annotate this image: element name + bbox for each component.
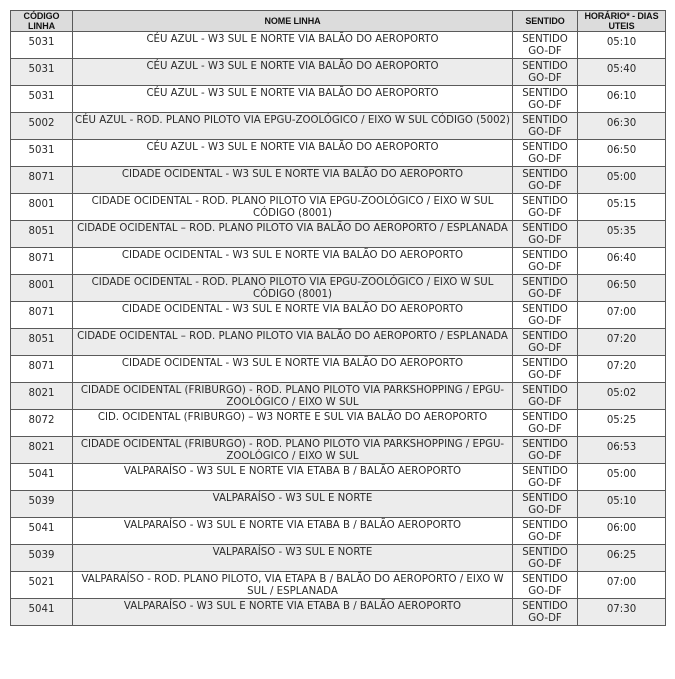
line-code-cell: 8072 — [11, 410, 73, 437]
line-name-cell: VALPARAÍSO - ROD. PLANO PILOTO, VIA ETAPA B / BALÃO DO AEROPORTO / EIXO W SUL / ESPLANADA — [73, 572, 513, 599]
line-name-cell: CID. OCIDENTAL (FRIBURGO) – W3 NORTE E SUL VIA BALÃO DO AEROPORTO — [73, 410, 513, 437]
line-code-cell: 5002 — [11, 113, 73, 140]
table-row — [11, 599, 666, 626]
line-code-cell: 5041 — [11, 464, 73, 491]
table-header-row — [11, 11, 666, 32]
direction-cell: SENTIDO GO-DF — [513, 518, 578, 545]
direction-cell: SENTIDO GO-DF — [513, 167, 578, 194]
line-code-cell: 8071 — [11, 248, 73, 275]
direction-cell: SENTIDO GO-DF — [513, 86, 578, 113]
time-cell: 05:35 — [578, 221, 666, 248]
line-code-cell: 8001 — [11, 275, 73, 302]
line-code-cell: 5031 — [11, 59, 73, 86]
time-cell: 05:10 — [578, 32, 666, 59]
header-name: NOME LINHA — [73, 11, 513, 32]
direction-cell: SENTIDO GO-DF — [513, 545, 578, 572]
direction-cell: SENTIDO GO-DF — [513, 113, 578, 140]
time-cell: 05:10 — [578, 491, 666, 518]
line-name-cell: CÉU AZUL - W3 SUL E NORTE VIA BALÃO DO AEROPORTO — [73, 32, 513, 59]
line-code-cell: 5041 — [11, 518, 73, 545]
time-cell: 05:25 — [578, 410, 666, 437]
table-row — [11, 275, 666, 302]
table-row — [11, 491, 666, 518]
direction-cell: SENTIDO GO-DF — [513, 437, 578, 464]
line-code-cell: 8071 — [11, 167, 73, 194]
line-code-cell: 5031 — [11, 86, 73, 113]
direction-cell: SENTIDO GO-DF — [513, 410, 578, 437]
line-name-cell: CIDADE OCIDENTAL - W3 SUL E NORTE VIA BALÃO DO AEROPORTO — [73, 356, 513, 383]
time-cell: 06:25 — [578, 545, 666, 572]
line-name-cell: VALPARAÍSO - W3 SUL E NORTE VIA ETABA B / BALÃO AEROPORTO — [73, 464, 513, 491]
direction-cell: SENTIDO GO-DF — [513, 140, 578, 167]
line-name-cell: VALPARAÍSO - W3 SUL E NORTE VIA ETABA B / BALÃO AEROPORTO — [73, 518, 513, 545]
table-row — [11, 221, 666, 248]
line-code-cell: 8021 — [11, 437, 73, 464]
direction-cell: SENTIDO GO-DF — [513, 329, 578, 356]
table-row — [11, 167, 666, 194]
time-cell: 05:00 — [578, 167, 666, 194]
line-code-cell: 8071 — [11, 356, 73, 383]
time-cell: 06:53 — [578, 437, 666, 464]
header-code: CÓDIGO LINHA — [11, 11, 73, 32]
line-name-cell: CIDADE OCIDENTAL - ROD. PLANO PILOTO VIA EPGU-ZOOLÓGICO / EIXO W SUL CÓDIGO (8001) — [73, 194, 513, 221]
time-cell: 06:30 — [578, 113, 666, 140]
direction-cell: SENTIDO GO-DF — [513, 383, 578, 410]
line-name-cell: CÉU AZUL - W3 SUL E NORTE VIA BALÃO DO AEROPORTO — [73, 140, 513, 167]
direction-cell: SENTIDO GO-DF — [513, 491, 578, 518]
line-code-cell: 8001 — [11, 194, 73, 221]
line-code-cell: 5031 — [11, 32, 73, 59]
table-row — [11, 140, 666, 167]
bus-schedule-table — [10, 10, 666, 626]
line-name-cell: CIDADE OCIDENTAL – ROD. PLANO PILOTO VIA BALÃO DO AEROPORTO / ESPLANADA — [73, 329, 513, 356]
table-row — [11, 194, 666, 221]
table-row — [11, 59, 666, 86]
time-cell: 05:15 — [578, 194, 666, 221]
direction-cell: SENTIDO GO-DF — [513, 194, 578, 221]
table-row — [11, 32, 666, 59]
table-row — [11, 248, 666, 275]
line-name-cell: VALPARAÍSO - W3 SUL E NORTE — [73, 491, 513, 518]
time-cell: 06:50 — [578, 275, 666, 302]
line-name-cell: CIDADE OCIDENTAL - ROD. PLANO PILOTO VIA EPGU-ZOOLÓGICO / EIXO W SUL CÓDIGO (8001) — [73, 275, 513, 302]
time-cell: 06:10 — [578, 86, 666, 113]
line-name-cell: CÉU AZUL - W3 SUL E NORTE VIA BALÃO DO AEROPORTO — [73, 59, 513, 86]
line-code-cell: 5041 — [11, 599, 73, 626]
direction-cell: SENTIDO GO-DF — [513, 59, 578, 86]
table-row — [11, 518, 666, 545]
time-cell: 05:00 — [578, 464, 666, 491]
line-name-cell: CÉU AZUL - W3 SUL E NORTE VIA BALÃO DO AEROPORTO — [73, 86, 513, 113]
table-row — [11, 410, 666, 437]
direction-cell: SENTIDO GO-DF — [513, 464, 578, 491]
table-row — [11, 86, 666, 113]
direction-cell: SENTIDO GO-DF — [513, 356, 578, 383]
time-cell: 07:00 — [578, 572, 666, 599]
time-cell: 07:20 — [578, 329, 666, 356]
line-code-cell: 5039 — [11, 491, 73, 518]
line-code-cell: 5021 — [11, 572, 73, 599]
table-body — [11, 32, 666, 626]
time-cell: 07:30 — [578, 599, 666, 626]
line-name-cell: VALPARAÍSO - W3 SUL E NORTE — [73, 545, 513, 572]
time-cell: 06:50 — [578, 140, 666, 167]
direction-cell: SENTIDO GO-DF — [513, 221, 578, 248]
line-name-cell: CIDADE OCIDENTAL – ROD. PLANO PILOTO VIA BALÃO DO AEROPORTO / ESPLANADA — [73, 221, 513, 248]
table-row — [11, 113, 666, 140]
table-row — [11, 302, 666, 329]
time-cell: 05:40 — [578, 59, 666, 86]
line-code-cell: 5039 — [11, 545, 73, 572]
line-name-cell: CIDADE OCIDENTAL (FRIBURGO) - ROD. PLANO PILOTO VIA PARKSHOPPING / EPGU-ZOOLÓGICO / EIXO W SUL — [73, 383, 513, 410]
line-code-cell: 8051 — [11, 329, 73, 356]
time-cell: 07:20 — [578, 356, 666, 383]
direction-cell: SENTIDO GO-DF — [513, 275, 578, 302]
schedule-sheet — [10, 10, 665, 626]
line-name-cell: VALPARAÍSO - W3 SUL E NORTE VIA ETABA B / BALÃO AEROPORTO — [73, 599, 513, 626]
line-name-cell: CIDADE OCIDENTAL (FRIBURGO) - ROD. PLANO PILOTO VIA PARKSHOPPING / EPGU-ZOOLÓGICO / EIXO W SUL — [73, 437, 513, 464]
line-name-cell: CÉU AZUL - ROD. PLANO PILOTO VIA EPGU-ZOOLÓGICO / EIXO W SUL CÓDIGO (5002) — [73, 113, 513, 140]
time-cell: 07:00 — [578, 302, 666, 329]
header-time: HORÁRIO* - DIAS UTEIS — [578, 11, 666, 32]
header-direction: SENTIDO — [513, 11, 578, 32]
table-row — [11, 464, 666, 491]
time-cell: 05:02 — [578, 383, 666, 410]
table-row — [11, 329, 666, 356]
table-row — [11, 545, 666, 572]
line-name-cell: CIDADE OCIDENTAL - W3 SUL E NORTE VIA BALÃO DO AEROPORTO — [73, 248, 513, 275]
direction-cell: SENTIDO GO-DF — [513, 572, 578, 599]
table-row — [11, 383, 666, 410]
time-cell: 06:00 — [578, 518, 666, 545]
table-row — [11, 437, 666, 464]
line-name-cell: CIDADE OCIDENTAL - W3 SUL E NORTE VIA BALÃO DO AEROPORTO — [73, 167, 513, 194]
direction-cell: SENTIDO GO-DF — [513, 32, 578, 59]
line-code-cell: 8071 — [11, 302, 73, 329]
direction-cell: SENTIDO GO-DF — [513, 599, 578, 626]
line-name-cell: CIDADE OCIDENTAL - W3 SUL E NORTE VIA BALÃO DO AEROPORTO — [73, 302, 513, 329]
direction-cell: SENTIDO GO-DF — [513, 248, 578, 275]
table-row — [11, 356, 666, 383]
line-code-cell: 5031 — [11, 140, 73, 167]
table-row — [11, 572, 666, 599]
time-cell: 06:40 — [578, 248, 666, 275]
direction-cell: SENTIDO GO-DF — [513, 302, 578, 329]
line-code-cell: 8051 — [11, 221, 73, 248]
line-code-cell: 8021 — [11, 383, 73, 410]
